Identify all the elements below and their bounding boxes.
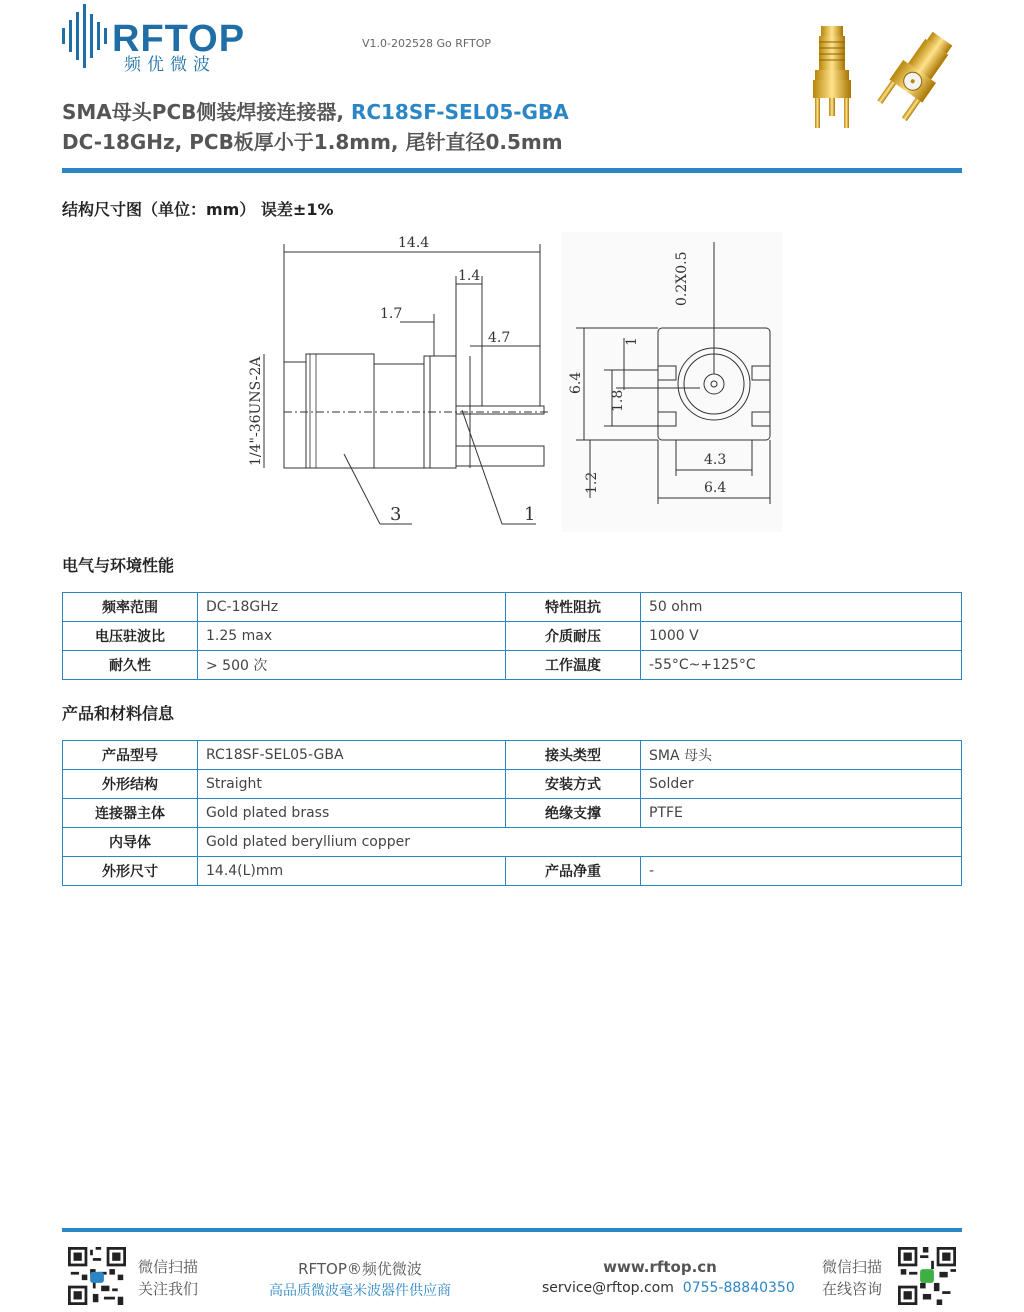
spec-value: Gold plated brass [198, 799, 506, 828]
spec-label: 电压驻波比 [63, 622, 198, 651]
wechat-consult-line2: 在线咨询 [822, 1280, 883, 1298]
spec-value: RC18SF-SEL05-GBA [198, 741, 506, 770]
spec-label: 连接器主体 [63, 799, 198, 828]
spec-label: 耐久性 [63, 651, 198, 680]
spec-value: -55°C~+125°C [641, 651, 962, 680]
product-photo [805, 18, 965, 138]
callout-3: 3 [390, 504, 402, 525]
dim-6-4-vertical: 6.4 [568, 371, 584, 394]
dim-1-7: 1.7 [380, 306, 403, 322]
table-row [63, 770, 962, 799]
table-row [63, 857, 962, 886]
spec-label: 工作温度 [506, 651, 641, 680]
footer-divider [62, 1228, 962, 1232]
spec-label: 外形尺寸 [63, 857, 198, 886]
material-table [62, 740, 962, 886]
dim-4-3: 4.3 [704, 452, 727, 468]
table-row [63, 593, 962, 622]
spec-value: Solder [641, 770, 962, 799]
spec-value: 50 ohm [641, 593, 962, 622]
spec-value: DC-18GHz [198, 593, 506, 622]
dim-thread: 1/4"-36UNS-2A [248, 356, 264, 466]
spec-label: 安装方式 [506, 770, 641, 799]
email-link[interactable]: service@rftop.com [542, 1280, 674, 1296]
dim-0-2x0-5: 0.2X0.5 [674, 251, 690, 306]
wechat-follow-line2: 关注我们 [138, 1280, 199, 1298]
version-label: V1.0-202528 Go RFTOP [362, 37, 492, 50]
contact-line [542, 1280, 795, 1296]
website-link[interactable]: www.rftop.cn [603, 1258, 717, 1276]
electrical-table [62, 592, 962, 680]
spec-label: 介质耐压 [506, 622, 641, 651]
title-prefix: SMA母头PCB侧装焊接连接器, [62, 100, 351, 124]
table-row [63, 651, 962, 680]
spec-value: 14.4(L)mm [198, 857, 506, 886]
spec-value: > 500 次 [198, 651, 506, 680]
dim-1-4: 1.4 [458, 268, 481, 284]
spec-label: 产品型号 [63, 741, 198, 770]
spec-value: - [641, 857, 962, 886]
footer-brand: RFTOP®频优微波 [298, 1260, 422, 1278]
spec-value: Straight [198, 770, 506, 799]
dimension-drawing [240, 232, 785, 534]
callout-1: 1 [524, 504, 536, 525]
wechat-follow-line1: 微信扫描 [138, 1258, 199, 1276]
part-number: RC18SF-SEL05-GBA [350, 100, 569, 124]
header-divider [62, 168, 962, 173]
product-title [62, 96, 569, 125]
spec-label: 绝缘支撑 [506, 799, 641, 828]
spec-label: 特性阻抗 [506, 593, 641, 622]
spec-value: PTFE [641, 799, 962, 828]
footer-slogan: 高品质微波毫米波器件供应商 [269, 1283, 451, 1299]
spec-label: 产品净重 [506, 857, 641, 886]
material-section-title: 产品和材料信息 [62, 704, 175, 723]
spec-label: 外形结构 [63, 770, 198, 799]
spec-value: Gold plated beryllium copper [198, 828, 962, 857]
dim-1-2: 1.2 [584, 471, 600, 494]
dim-1-8: 1.8 [610, 389, 626, 412]
dim-14-4: 14.4 [398, 235, 430, 251]
dim-6-4-horizontal: 6.4 [704, 480, 727, 496]
table-row [63, 622, 962, 651]
spec-value: SMA 母头 [641, 741, 962, 770]
product-subtitle: DC-18GHz, PCB板厚小于1.8mm, 尾针直径0.5mm [62, 130, 563, 154]
dim-1: 1 [624, 337, 640, 346]
wechat-consult-line1: 微信扫描 [822, 1258, 883, 1276]
logo-subtitle: 频优微波 [124, 55, 216, 75]
spec-label: 内导体 [63, 828, 198, 857]
drawing-section-title: 结构尺寸图（单位：mm） 误差±1% [62, 200, 334, 219]
electrical-section-title: 电气与环境性能 [62, 556, 175, 575]
spec-label: 频率范围 [63, 593, 198, 622]
table-row [63, 828, 962, 857]
wechat-qr-icon [68, 1247, 126, 1305]
spec-value: 1.25 max [198, 622, 506, 651]
phone-number: 0755-88840350 [682, 1280, 795, 1296]
table-row [63, 741, 962, 770]
spec-value: 1000 V [641, 622, 962, 651]
logo-text: RFTOP [112, 18, 246, 60]
consult-qr-icon [898, 1247, 956, 1305]
spec-label: 接头类型 [506, 741, 641, 770]
dim-4-7: 4.7 [488, 330, 511, 346]
table-row [63, 799, 962, 828]
